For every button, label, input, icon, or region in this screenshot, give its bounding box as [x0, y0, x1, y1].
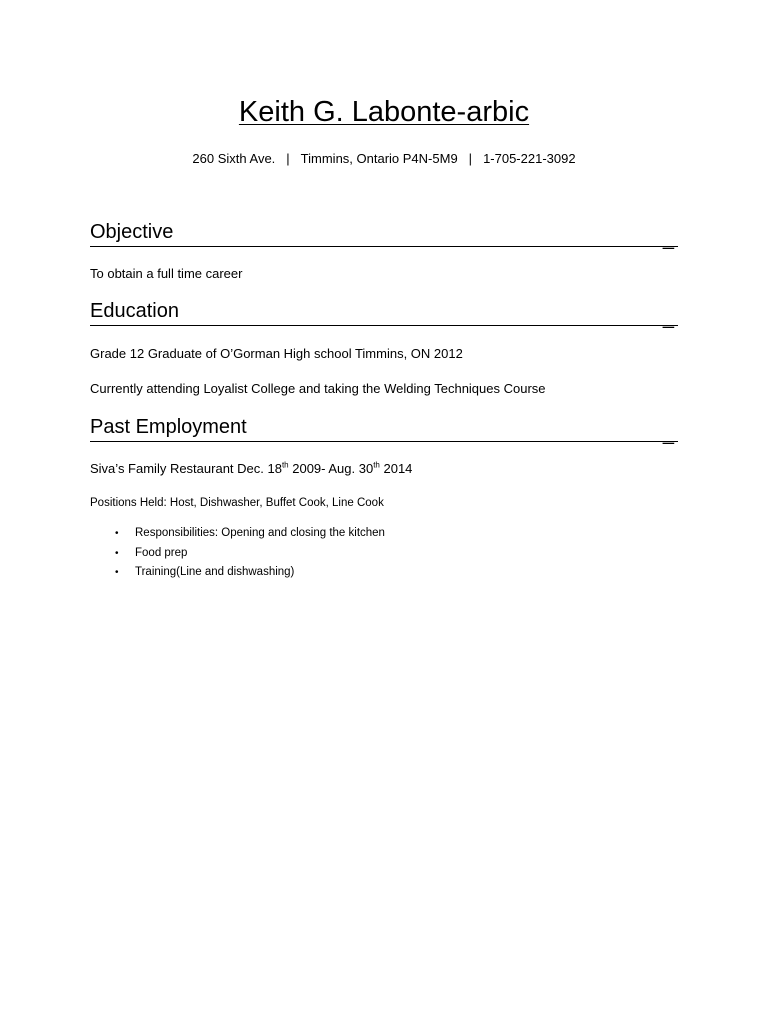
job-end-ordinal: th: [373, 460, 380, 470]
education-heading-label: Education: [90, 300, 179, 322]
contact-city: Timmins, Ontario P4N-5M9: [300, 151, 458, 166]
list-item: [112, 544, 385, 564]
education-line-1: Grade 12 Graduate of O’Gorman High school Timmins, ON 2012: [90, 346, 463, 361]
contact-separator: |: [468, 151, 473, 166]
contact-address: 260 Sixth Ave.: [192, 151, 276, 166]
objective-heading: [90, 220, 678, 250]
employment-heading-trail: _: [662, 423, 674, 445]
job-date-middle: 2009- Aug. 30: [288, 461, 374, 476]
objective-text: To obtain a full time career: [90, 266, 243, 281]
list-item: [112, 563, 385, 583]
resume-name: Keith G. Labonte-arbic: [238, 96, 530, 128]
employment-heading-label: Past Employment: [90, 416, 247, 438]
list-item-text: Food prep: [135, 546, 188, 559]
education-line-2: Currently attending Loyalist College and taking the Welding Techniques Course: [90, 381, 546, 396]
list-item-text: Training(Line and dishwashing): [135, 566, 295, 578]
employment-job-line: [90, 460, 412, 478]
contact-separator: |: [286, 151, 290, 166]
list-item: [112, 524, 385, 544]
education-heading: [90, 299, 678, 329]
contact-line: [0, 150, 768, 168]
responsibilities-list: [112, 524, 385, 583]
bullet-icon: •: [115, 547, 119, 559]
employment-heading: [90, 415, 678, 445]
objective-heading-label: Objective: [90, 221, 174, 243]
bullet-icon: •: [115, 567, 119, 578]
bullet-icon: •: [115, 528, 119, 539]
list-item-text: Responsibilities: Opening and closing the kitchen: [135, 527, 385, 539]
positions-held: Positions Held: Host, Dishwasher, Buffet Cook, Line Cook: [90, 497, 384, 509]
job-start-ordinal: th: [281, 460, 289, 470]
job-end-year: 2014: [379, 461, 413, 476]
education-heading-trail: _: [662, 307, 674, 329]
job-employer-start: Siva’s Family Restaurant Dec. 18: [90, 461, 282, 476]
objective-heading-trail: _: [662, 228, 674, 250]
contact-phone: 1-705-221-3092: [483, 151, 576, 166]
